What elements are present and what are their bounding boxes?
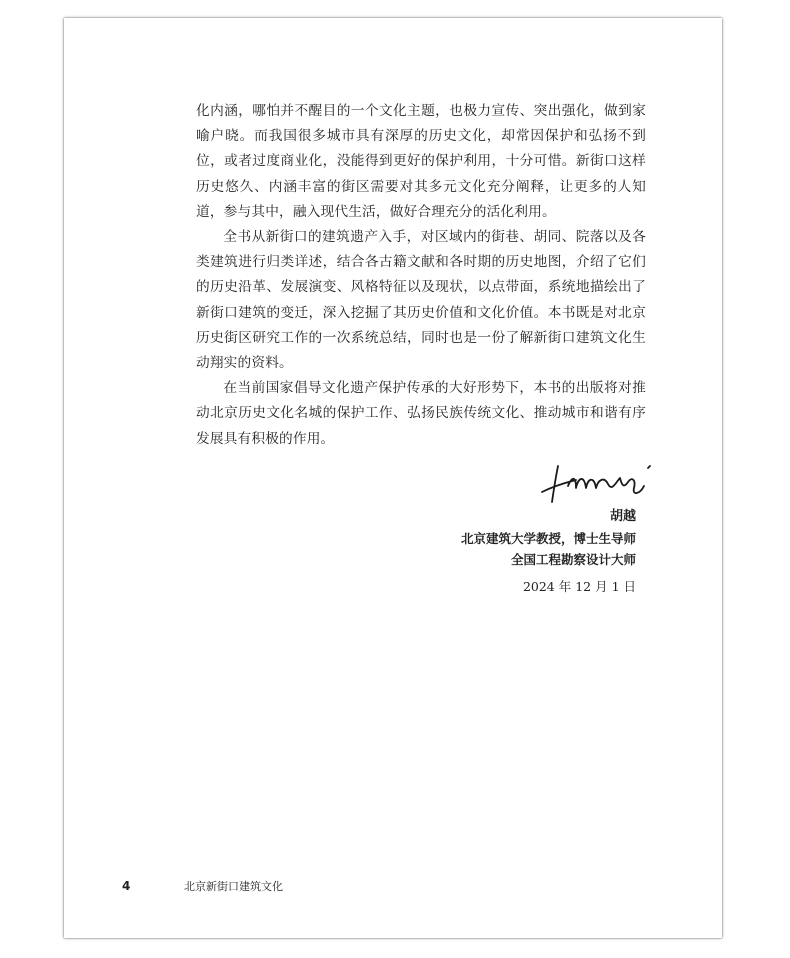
paragraph-significance: 在当前国家倡导文化遗产保护传承的大好形势下，本书的出版将对推动北京历史文化名城的保护工作、弘扬民族传统文化、推动城市和谐有序发展具有积极的作用。 <box>196 380 646 447</box>
running-title: 北京新街口建筑文化 <box>184 880 283 893</box>
body-text <box>196 99 646 452</box>
page-number: 4 <box>122 879 131 893</box>
page-footer <box>122 878 283 894</box>
author-title-2: 全国工程勘察设计大师 <box>510 552 636 567</box>
author-signature-block <box>461 506 636 598</box>
paragraph-continued: 化内涵，哪怕并不醒目的一个文化主题，也极力宣传、突出强化，做到家喻户晓。而我国很多城市具有深厚的历史文化，却常因保护和弘扬不到位，或者过度商业化，没能得到更好的保护利用，十分可惜。新街口这样历史悠久、内涵丰富的街区需要对其多元文化充分阐释，让更多的人知道，参与其中，融入现代生活，做好合理充分的活化利用。 <box>196 103 646 220</box>
signature-date: 2024 年 12 月 1 日 <box>522 579 636 594</box>
paragraph-book-content: 全书从新街口的建筑遗产入手，对区域内的街巷、胡同、院落以及各类建筑进行归类详述，结合各古籍文献和各时期的历史地图，介绍了它们的历史沿革、发展演变、风格特征以及现状，以点带面，系统地描绘出了新街口建筑的变迁，深入挖掘了其历史价值和文化价值。本书既是对北京历史街区研究工作的一次系统总结，同时也是一份了解新街口建筑文化生动翔实的资料。 <box>196 229 646 372</box>
author-title-1: 北京建筑大学教授，博士生导师 <box>460 531 636 546</box>
handwritten-signature <box>536 458 666 508</box>
author-name: 胡越 <box>609 509 636 524</box>
book-page <box>64 18 722 938</box>
